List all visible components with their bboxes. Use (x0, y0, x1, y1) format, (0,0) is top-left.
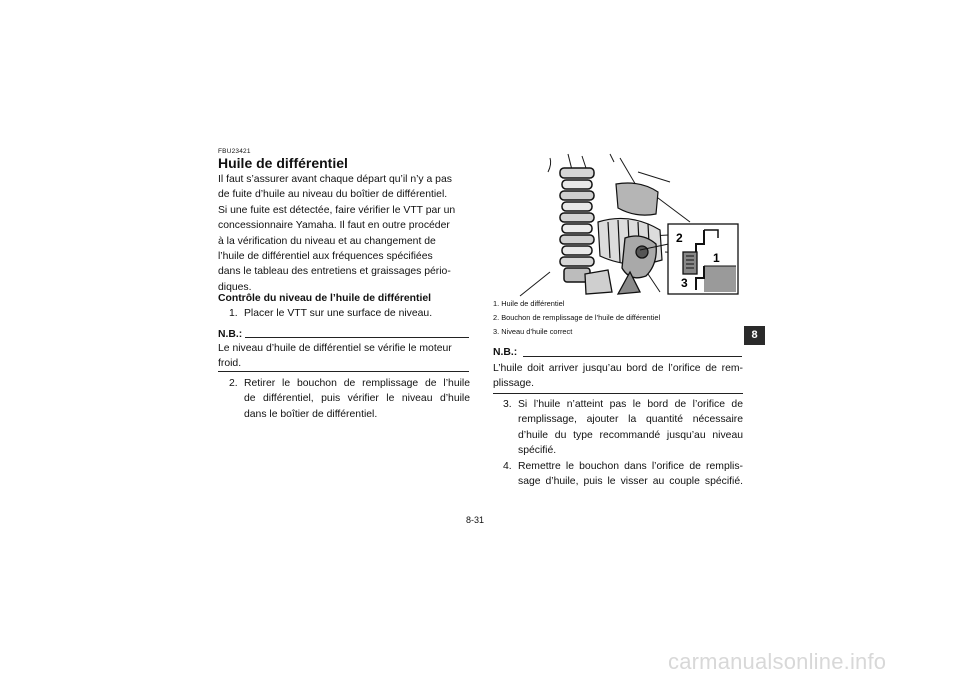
caption-item: 2. Bouchon de remplissage de l’huile de différentiel (493, 313, 661, 322)
step-text (518, 459, 743, 490)
step-text: Placer le VTT sur une surface de niveau. (244, 308, 433, 319)
intro-line: l’huile de différentiel aux fréquences spécifiées (218, 251, 433, 263)
note-bottom-rule (493, 393, 743, 394)
chapter-tab: 8 (744, 326, 765, 345)
intro-paragraph (218, 172, 470, 295)
note-text (218, 341, 470, 372)
step-line: Remettre le bouchon dans l’orifice de remplis- (518, 461, 743, 472)
intro-line: diques. (218, 281, 252, 293)
section-title: Huile de différentiel (218, 155, 348, 171)
note-text (493, 361, 743, 392)
intro-line: dans le tableau des entretiens et graissages pério- (218, 266, 451, 278)
note-line: Le niveau d’huile de différentiel se vérifie le moteur (218, 343, 452, 354)
section-code: FBU23421 (218, 148, 251, 155)
intro-line: de fuite d’huile au niveau du boîtier de différentiel. (218, 189, 448, 201)
differential-figure (490, 152, 750, 298)
shock-spring (560, 168, 594, 282)
note-label: N.B.: (218, 329, 243, 340)
step-line: d’huile du type recommandé jusqu’au niveau (518, 429, 743, 441)
figure-captions (493, 297, 753, 339)
step-number: 3. (503, 399, 512, 410)
step-text (244, 376, 470, 422)
step-line: Retirer le bouchon de remplissage de l’huile (244, 378, 470, 389)
note-top-rule (245, 337, 469, 338)
intro-line: concessionnaire Yamaha. Il faut en outre procéder (218, 220, 450, 232)
caption-item: 1. Huile de différentiel (493, 299, 565, 308)
step-line: de différentiel, puis vérifier le niveau d’huile (244, 393, 470, 405)
intro-line: Si une fuite est détectée, faire vérifier le VTT par un (218, 204, 456, 216)
note-line: plissage. (493, 378, 535, 390)
step-4 (503, 459, 743, 491)
step-number: 4. (503, 461, 512, 472)
step-line: spécifié. (518, 445, 557, 457)
note-bottom-rule (218, 371, 469, 372)
callout-1: 1 (713, 251, 720, 265)
step-3 (503, 397, 743, 459)
step-2 (229, 376, 470, 424)
callout-2: 2 (676, 231, 683, 245)
note-top-rule (523, 356, 742, 357)
intro-line: Il faut s’assurer avant chaque départ qu’il n’y a pas (218, 174, 452, 185)
note-line: L’huile doit arriver jusqu’au bord de l’orifice de rem- (493, 363, 743, 374)
intro-line: à la vérification du niveau et au changement de (218, 235, 436, 247)
step-text (518, 397, 743, 459)
step-line: sage d’huile, puis le visser au couple spécifié. (518, 476, 743, 488)
step-1 (229, 306, 474, 322)
page-number: 8-31 (466, 515, 485, 525)
watermark: carmanualsonline.info (668, 649, 887, 674)
callout-3: 3 (681, 276, 688, 290)
step-line: Si l’huile n’atteint pas le bord de l’orifice de (518, 399, 743, 410)
step-line: remplissage, ajouter la quantité nécessaire (518, 414, 743, 426)
caption-item: 3. Niveau d’huile correct (493, 327, 573, 336)
note-label: N.B.: (493, 347, 518, 358)
step-line: dans le boîtier de différentiel. (244, 408, 378, 420)
step-number: 1. (229, 308, 238, 319)
note-line: froid. (218, 358, 242, 370)
step-number: 2. (229, 378, 238, 389)
subheading: Contrôle du niveau de l’huile de différentiel (218, 293, 432, 304)
